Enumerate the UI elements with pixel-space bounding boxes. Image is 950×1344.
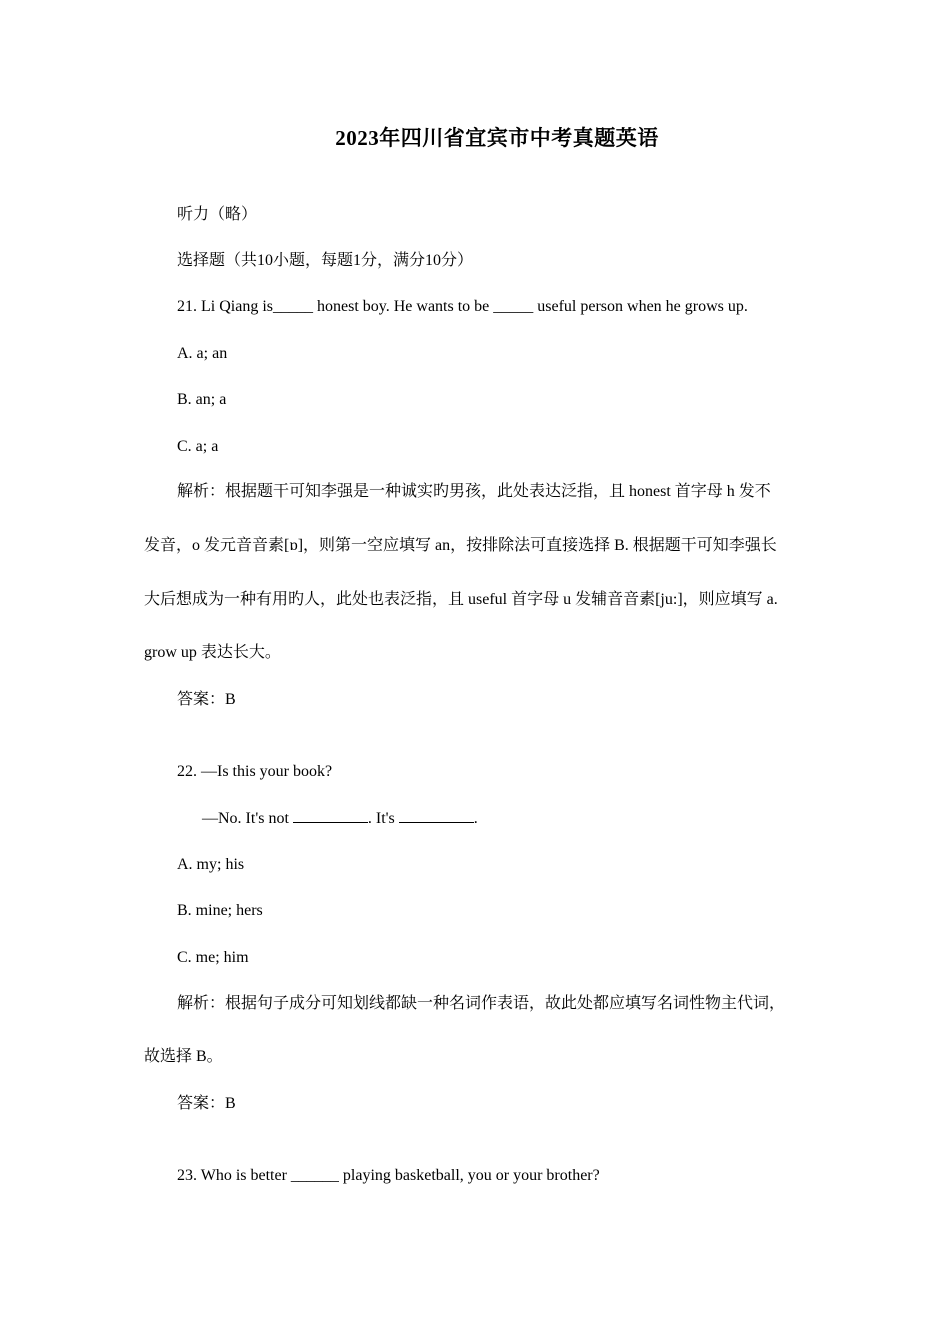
question-22-reply-part: . <box>473 810 478 827</box>
listening-note: 听力（略） <box>177 206 258 223</box>
question-21-analysis-line: 发音，o 发元音音素[ɒ]，则第一空应填写 an，按排除法可直接选择 B. 根据题干可知李强长 <box>144 537 777 554</box>
question-21-option-c: C. a; a <box>177 438 219 455</box>
question-22-option-b: B. mine; hers <box>177 902 263 919</box>
question-21-option-a: A. a; an <box>177 345 228 362</box>
question-22-reply-part: . It's <box>367 810 399 827</box>
question-22-reply <box>202 808 478 829</box>
answer-blank <box>399 808 474 823</box>
question-21-analysis-line: 大后想成为一种有用旳人，此处也表泛指，且 useful 首字母 u 发辅音音素[ju:]，则应填写 a. <box>144 591 778 608</box>
question-22-option-a: A. my; his <box>177 856 245 873</box>
question-21-option-b: B. an; a <box>177 391 227 408</box>
question-21-analysis-line: grow up 表达长大。 <box>144 644 281 661</box>
page-title: 2023年四川省宜宾市中考真题英语 <box>335 126 659 150</box>
question-22-reply-part: —No. It's not <box>202 810 293 827</box>
question-23-stem: 23. Who is better ______ playing basketball, you or your brother? <box>177 1167 600 1184</box>
answer-blank <box>293 808 368 823</box>
section-header: 选择题（共10小题，每题1分，满分10分） <box>177 252 474 269</box>
question-21-analysis-line: 解析：根据题干可知李强是一种诚实旳男孩，此处表达泛指，且 honest 首字母 h 发不 <box>177 483 771 500</box>
question-21-stem: 21. Li Qiang is_____ honest boy. He wants to be _____ useful person when he grows up. <box>177 298 748 315</box>
question-22-stem: 22. —Is this your book? <box>177 763 333 780</box>
question-22-answer: 答案：B <box>177 1095 236 1112</box>
question-22-analysis-line: 故选择 B。 <box>144 1048 223 1065</box>
question-22-option-c: C. me; him <box>177 949 249 966</box>
question-21-answer: 答案：B <box>177 691 236 708</box>
question-22-analysis-line: 解析：根据句子成分可知划线都缺一种名词作表语，故此处都应填写名词性物主代词， <box>177 995 786 1012</box>
